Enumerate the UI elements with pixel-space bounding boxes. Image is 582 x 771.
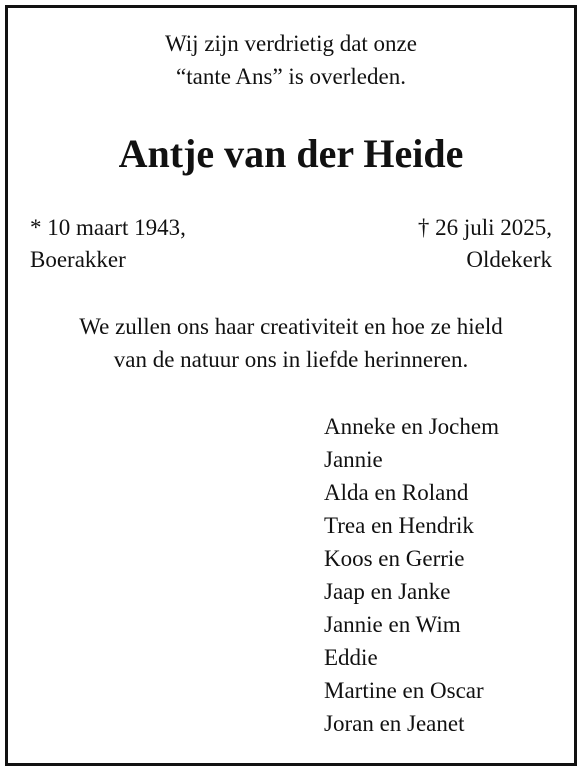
relatives-list — [324, 410, 499, 740]
deceased-name: Antje van der Heide — [118, 131, 464, 176]
dates-row — [30, 212, 552, 244]
relative-name: Jannie — [324, 447, 383, 472]
death-date: † 26 juli 2025, — [417, 215, 552, 240]
places-row — [30, 244, 552, 276]
relative-name: Jaap en Janke — [324, 579, 451, 604]
relative-name: Trea en Hendrik — [324, 513, 474, 538]
intro-line: “tante Ans” is overleden. — [176, 64, 406, 89]
relative-name: Anneke en Jochem — [324, 414, 499, 439]
relative-name: Eddie — [324, 645, 378, 670]
intro-line: Wij zijn verdrietig dat onze — [165, 31, 417, 56]
memory-text — [0, 310, 582, 376]
life-dates — [30, 212, 552, 276]
memory-line: We zullen ons haar creativiteit en hoe ze hield — [79, 314, 503, 339]
memory-line: van de natuur ons in liefde herinneren. — [113, 347, 469, 372]
relative-name: Alda en Roland — [324, 480, 469, 505]
death-place: Oldekerk — [466, 247, 552, 272]
relative-name: Martine en Oscar — [324, 678, 484, 703]
relative-name: Jannie en Wim — [324, 612, 461, 637]
birth-place: Boerakker — [30, 247, 126, 272]
relative-name: Joran en Jeanet — [324, 711, 465, 736]
relative-name: Koos en Gerrie — [324, 546, 465, 571]
birth-date: * 10 maart 1943, — [30, 215, 186, 240]
intro-text — [0, 27, 582, 93]
